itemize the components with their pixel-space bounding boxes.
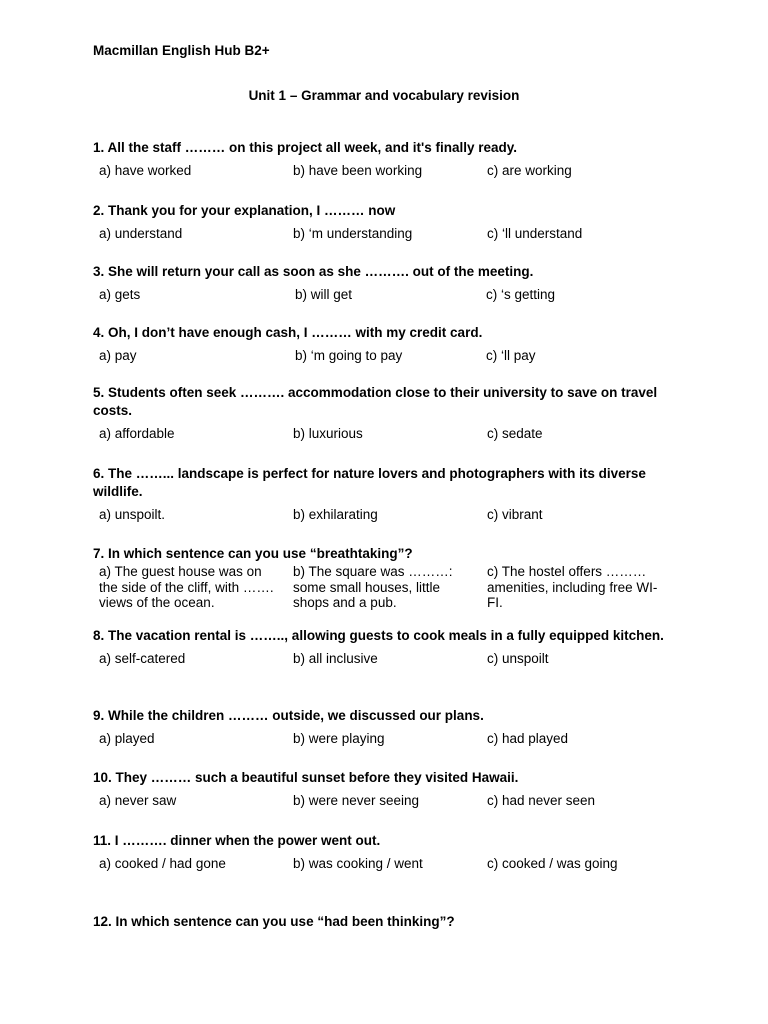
question-text: 2. Thank you for your explanation, I ……… now — [93, 203, 396, 218]
option-c: c) vibrant — [487, 507, 543, 522]
answer-options — [93, 163, 668, 181]
answer-options — [93, 651, 668, 669]
option-a: a) understand — [99, 226, 183, 241]
option-a: a) never saw — [99, 793, 177, 808]
option-b: b) were playing — [293, 731, 385, 746]
option-a: a) cooked / had gone — [99, 856, 226, 871]
answer-options — [93, 507, 668, 525]
option-c: c) The hostel offers ……… amenities, including free WI-FI. — [487, 564, 658, 610]
option-a: a) unspoilt. — [99, 507, 166, 522]
question-text: 10. They ……… such a beautiful sunset before they visited Hawaii. — [93, 770, 519, 785]
question-11 — [93, 832, 668, 874]
option-a: a) affordable — [99, 426, 175, 441]
option-b: b) ‘m going to pay — [295, 348, 403, 363]
option-c: c) sedate — [487, 426, 543, 441]
option-b: b) luxurious — [293, 426, 363, 441]
question-text: 8. The vacation rental is …….., allowing guests to cook meals in a fully equipped kitchen. — [93, 628, 664, 643]
answer-options — [93, 348, 668, 366]
question-4 — [93, 324, 668, 366]
page-title: Unit 1 – Grammar and vocabulary revision — [248, 88, 520, 103]
option-c: c) unspoilt — [487, 651, 549, 666]
question-7 — [93, 545, 668, 612]
option-c: c) had never seen — [487, 793, 596, 808]
question-10 — [93, 769, 668, 811]
question-text: 7. In which sentence can you use “breathtaking”? — [93, 546, 413, 561]
question-9 — [93, 707, 668, 749]
question-text: 12. In which sentence can you use “had been thinking”? — [93, 914, 455, 929]
answer-options — [93, 793, 668, 811]
option-a: a) have worked — [99, 163, 192, 178]
answer-options — [93, 856, 668, 874]
question-text: 11. I ………. dinner when the power went out. — [93, 833, 381, 848]
question-2 — [93, 202, 668, 244]
question-3 — [93, 263, 668, 305]
question-1 — [93, 139, 668, 181]
option-c: c) ‘s getting — [486, 287, 556, 302]
question-12 — [93, 913, 668, 931]
answer-options — [93, 426, 668, 444]
question-6 — [93, 465, 668, 525]
option-a: a) pay — [99, 348, 137, 363]
question-8 — [93, 627, 668, 669]
answer-options — [93, 731, 668, 749]
option-c: c) cooked / was going — [487, 856, 618, 871]
option-b: b) all inclusive — [293, 651, 378, 666]
answer-options — [93, 287, 668, 305]
option-a: a) The guest house was on the side of the cliff, with ……. views of the ocean. — [99, 564, 274, 610]
answer-options — [93, 226, 668, 244]
book-header: Macmillan English Hub B2+ — [93, 43, 270, 58]
question-text: 9. While the children ……… outside, we discussed our plans. — [93, 708, 484, 723]
question-5 — [93, 384, 668, 444]
option-c: c) ‘ll understand — [487, 226, 583, 241]
option-a: a) self-catered — [99, 651, 186, 666]
option-b: b) was cooking / went — [293, 856, 423, 871]
option-c: c) ‘ll pay — [486, 348, 536, 363]
option-b: b) ‘m understanding — [293, 226, 413, 241]
question-text: 5. Students often seek ………. accommodation close to their university to save on travel costs. — [93, 385, 658, 418]
question-text: 3. She will return your call as soon as she ………. out of the meeting. — [93, 264, 534, 279]
question-text: 6. The ……... landscape is perfect for nature lovers and photographers with its diverse wildlife. — [93, 466, 646, 499]
option-b: b) were never seeing — [293, 793, 420, 808]
option-c: c) are working — [487, 163, 572, 178]
option-c: c) had played — [487, 731, 569, 746]
option-a: a) played — [99, 731, 155, 746]
option-a: a) gets — [99, 287, 141, 302]
question-text: 4. Oh, I don’t have enough cash, I ……… with my credit card. — [93, 325, 483, 340]
answer-options — [93, 564, 668, 612]
option-b: b) The square was ………: some small houses, little shops and a pub. — [293, 564, 453, 610]
option-b: b) have been working — [293, 163, 423, 178]
option-b: b) exhilarating — [293, 507, 378, 522]
option-b: b) will get — [295, 287, 353, 302]
question-text: 1. All the staff ……… on this project all week, and it's finally ready. — [93, 140, 518, 155]
